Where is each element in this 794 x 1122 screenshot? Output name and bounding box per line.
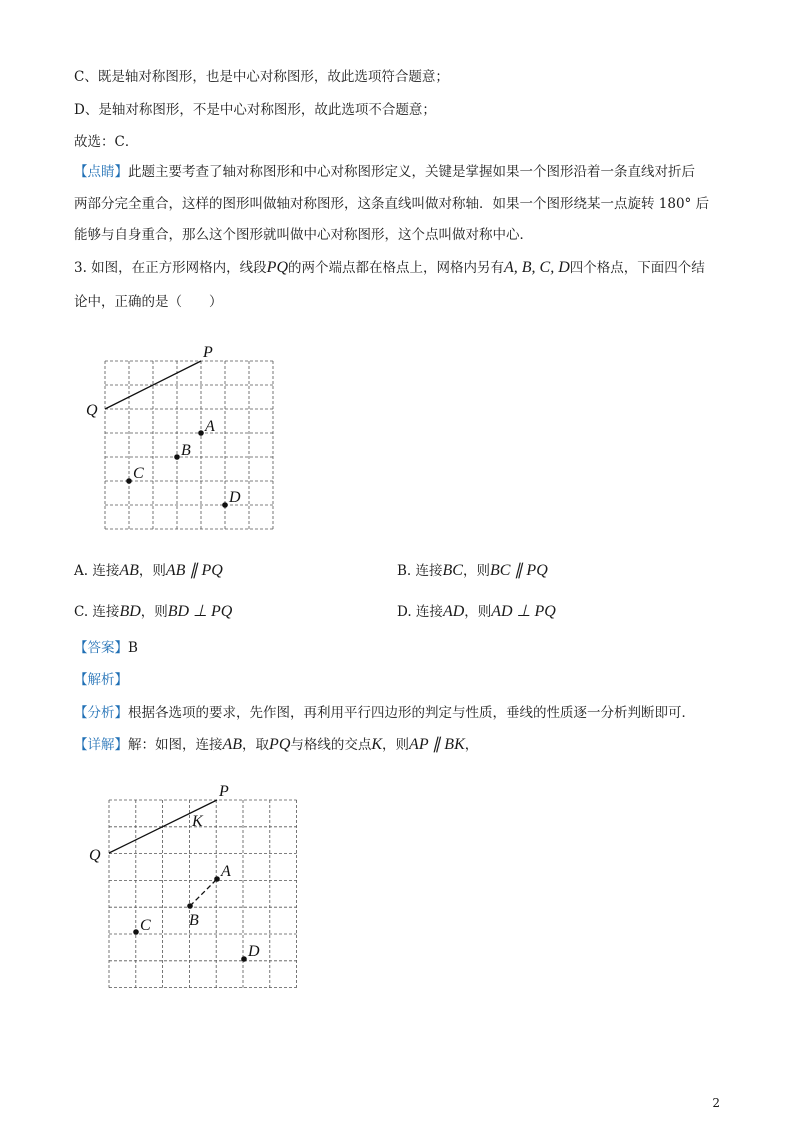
q3-points: A, B, C, D (504, 259, 570, 276)
choice-statement: 故选：C． (74, 134, 139, 150)
segment-ab-dashed (190, 879, 217, 906)
point-a-2 (214, 876, 220, 882)
label-c-1: C (133, 465, 144, 482)
page-number: 2 (712, 1096, 720, 1110)
label-a-2: A (221, 863, 231, 880)
option-b-relation: BC ∥ PQ (489, 562, 548, 579)
detail-mid1: ，取 (242, 737, 270, 753)
label-a-1: A (205, 418, 215, 435)
option-b-mid: ，则 (462, 563, 490, 579)
option-d-relation: AD ⊥ PQ (491, 603, 556, 620)
q3-text-b: 的两个端点都在格点上，网格内另有 (288, 260, 504, 276)
point-b-2 (187, 903, 193, 909)
option-d-mid: ，则 (464, 604, 492, 620)
point-a-1 (198, 430, 204, 436)
tip-tag: 【点睛】 (74, 164, 128, 180)
option-c-segment: BD (119, 603, 141, 620)
option-b (397, 561, 548, 581)
detail-line (74, 735, 478, 755)
point-c-1 (126, 478, 132, 484)
point-d-1 (222, 502, 228, 508)
option-c (74, 602, 232, 622)
label-b-1: B (181, 442, 191, 459)
detail-pq: PQ (269, 736, 291, 753)
q3-text-c: 四个格点，下面四个结 (569, 260, 705, 276)
label-p-2: P (219, 783, 229, 800)
option-c-explanation: C、既是轴对称图形，也是中心对称图形，故此选项符合题意； (74, 69, 449, 85)
fenxi-line (74, 703, 695, 723)
option-d-segment: AD (442, 603, 465, 620)
tip-line-2: 两部分完全重合，这样的图形叫做轴对称图形，这条直线叫做对称轴．如果一个图形绕某一点旋转 180° 后 (74, 196, 710, 212)
option-a (74, 561, 223, 581)
label-c-2: C (140, 917, 151, 934)
option-b-segment: BC (442, 562, 463, 579)
detail-k: K (371, 736, 383, 753)
analysis-line (74, 670, 128, 690)
detail-relation: AP ∥ BK (409, 736, 465, 753)
option-c-relation: BD ⊥ PQ (167, 603, 233, 620)
fenxi-tag: 【分析】 (74, 705, 128, 721)
question-3-line-2: 论中，正确的是（ ） (74, 294, 223, 310)
option-a-prefix: A. 连接 (74, 563, 120, 579)
option-d-explanation: D、是轴对称图形，不是中心对称图形，故此选项不合题意； (74, 102, 436, 118)
fenxi-text: 根据各选项的要求，先作图，再利用平行四边形的判定与性质，垂线的性质逐一分析判断即可． (128, 705, 695, 721)
detail-pre: 解：如图，连接 (128, 737, 223, 753)
option-a-mid: ，则 (138, 563, 166, 579)
option-a-segment: AB (119, 562, 139, 579)
detail-ab: AB (222, 736, 243, 753)
detail-mid3: ，则 (382, 737, 410, 753)
analysis-tag: 【解析】 (74, 672, 128, 688)
label-q-2: Q (89, 847, 101, 864)
label-p-1: P (203, 344, 213, 361)
answer-line (74, 638, 138, 658)
q3-pq: PQ (266, 259, 288, 276)
option-d (397, 602, 556, 622)
detail-mid2: 与格线的交点 (290, 737, 372, 753)
option-a-relation: AB ∥ PQ (165, 562, 223, 579)
point-b-1 (174, 454, 180, 460)
detail-tag: 【详解】 (74, 737, 128, 753)
point-d-2 (241, 956, 247, 962)
point-c-2 (133, 929, 139, 935)
label-d-1: D (229, 489, 241, 506)
label-b-2: B (189, 912, 199, 929)
tip-line-3: 能够与自身重合，那么这个图形就叫做中心对称图形，这个点叫做对称中心． (74, 227, 533, 243)
answer-tag: 【答案】 (74, 640, 128, 656)
option-d-prefix: D. 连接 (397, 604, 443, 620)
answer-value: B (128, 640, 138, 656)
option-b-prefix: B. 连接 (397, 563, 443, 579)
label-k-2: K (192, 813, 203, 830)
tip-text-1: 此题主要考查了轴对称图形和中心对称图形定义，关键是掌握如果一个图形沿着一条直线对折后 (128, 164, 695, 180)
option-c-prefix: C. 连接 (74, 604, 120, 620)
detail-post: ， (464, 737, 479, 753)
q3-text-a: 3. 如图，在正方形网格内，线段 (74, 260, 267, 276)
option-c-mid: ，则 (140, 604, 168, 620)
label-q-1: Q (86, 402, 98, 419)
label-d-2: D (248, 943, 260, 960)
